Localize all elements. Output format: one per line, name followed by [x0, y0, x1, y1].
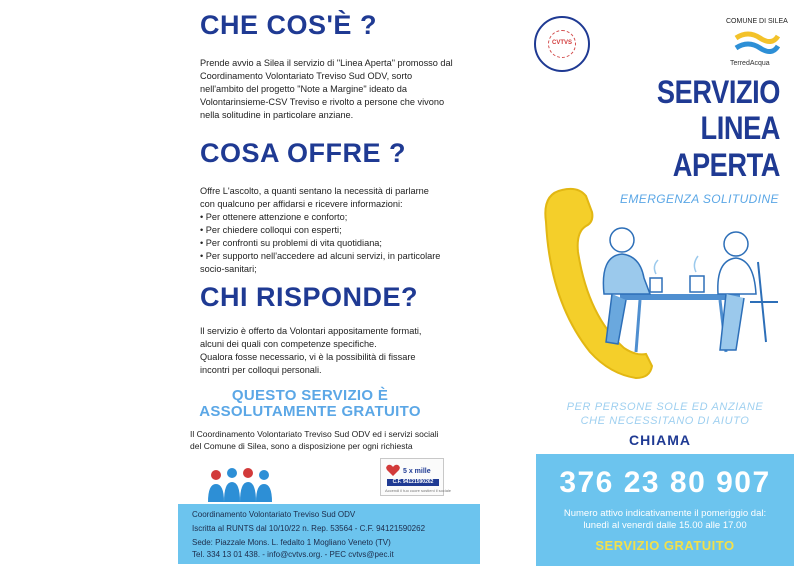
chiama-label: CHIAMA: [629, 432, 691, 448]
mille-label: 5 x mille: [403, 468, 431, 475]
hours-line: Numero attivo indicativamente il pomeriggio dal:: [563, 508, 767, 519]
info-line: Iscritta al RUNTS dal 10/10/22 n. Rep. 53564 - C.F. 94121590262: [192, 524, 426, 533]
seal-text: CVTVS: [551, 40, 572, 46]
terredacqua-logo-icon: [734, 28, 780, 58]
text-line: • Per ottenere attenzione e conforto;: [200, 212, 348, 222]
heading-che-cose: CHE COS'È ?: [200, 10, 377, 40]
info-line: Coordinamento Volontariato Treviso Sud ODV: [192, 510, 356, 519]
emergenza-solitudine: EMERGENZA SOLITUDINE: [620, 192, 779, 206]
paragraph-che-cose: [200, 57, 500, 122]
free-title-line: QUESTO SERVIZIO È: [231, 387, 389, 404]
note-line: del Comune di Silea, sono a disposizione per ogni richiesta: [190, 441, 413, 451]
tax-code-badge: C.F. 94121590262: [387, 479, 439, 486]
phone-number[interactable]: 376 23 80 907: [559, 466, 771, 499]
title-linea-aperta: LINEA APERTA: [672, 110, 780, 183]
text-line: Coordinamento Volontariato Treviso Sud ODV, sorto: [200, 71, 413, 81]
text-line: alcuni dei quali con competenze specifiche.: [200, 339, 377, 349]
people-logo-icon: [204, 466, 274, 504]
text-line: Offre L'ascolto, a quanti sentano la necessità di parlarne: [200, 186, 429, 196]
text-line: incontri per colloqui personali.: [200, 365, 322, 375]
target-line: CHE NECESSITANO DI AIUTO: [580, 415, 750, 427]
paragraph-cosa-offre: [200, 185, 500, 276]
phone-box: [536, 454, 794, 566]
note-line: Il Coordinamento Volontariato Treviso Sud ODV ed i servizi sociali: [190, 429, 439, 439]
text-line: Il servizio è offerto da Volontari appositamente formati,: [200, 326, 422, 336]
five-per-mille-card: [380, 458, 452, 496]
text-line: Prende avvio a Silea il servizio di "Linea Aperta" promosso dal: [200, 58, 453, 68]
paragraph-chi-risponde: [200, 325, 500, 377]
comune-label: COMUNE DI SILEA: [726, 18, 788, 25]
heading-chi-risponde: CHI RISPONDE?: [200, 282, 419, 312]
text-line: • Per confronti su problemi di vita quotidiana;: [200, 238, 382, 248]
target-line: PER PERSONE SOLE ED ANZIANE: [566, 401, 764, 413]
text-line: Volontarinsieme-CSV Treviso e rivolto a persone che vivono: [200, 97, 445, 107]
heart-icon: [385, 462, 401, 478]
text-line: Qualora fosse necessario, vi è la possibilità di fissare: [200, 352, 416, 362]
title-servizio: SERVIZIO: [656, 74, 780, 110]
info-line: Tel. 334 13 01 438. - info@cvtvs.org. - PEC cvtvs@pec.it: [192, 550, 394, 559]
cvtvs-seal-logo: [534, 16, 590, 72]
right-panel: [520, 0, 800, 566]
availability-note: [190, 428, 450, 452]
mille-subtext: Accendi il tuo cuore sostieni il sociale: [385, 488, 452, 493]
servizio-gratuito: SERVIZIO GRATUITO: [595, 538, 735, 553]
info-line: Sede: Piazzale Mons. L. fedalto 1 Mogliano Veneto (TV): [192, 538, 391, 547]
text-line: • Per chiedere colloqui con esperti;: [200, 225, 342, 235]
text-line: nella solitudine in particolare anziane.: [200, 110, 354, 120]
text-line: con qualcuno per affidarsi e ricevere informazioni:: [200, 199, 403, 209]
text-line: nell'ambito del progetto "Note a Margine" ideato da: [200, 84, 407, 94]
text-line: • Per supporto nell'accedere ad alcuni servizi, in particolare: [200, 251, 441, 261]
terredacqua-label: TerredAcqua: [730, 60, 770, 67]
phone-illustration: [540, 182, 800, 392]
text-line: socio-sanitari;: [200, 264, 257, 274]
free-service-title: [190, 388, 430, 420]
contact-info-box: [178, 504, 480, 564]
heading-cosa-offre: COSA OFFRE ?: [200, 138, 406, 168]
free-title-line: ASSOLUTAMENTE GRATUITO: [199, 403, 421, 420]
hours-line: lunedì al venerdì dalle 15.00 alle 17.00: [583, 520, 747, 531]
